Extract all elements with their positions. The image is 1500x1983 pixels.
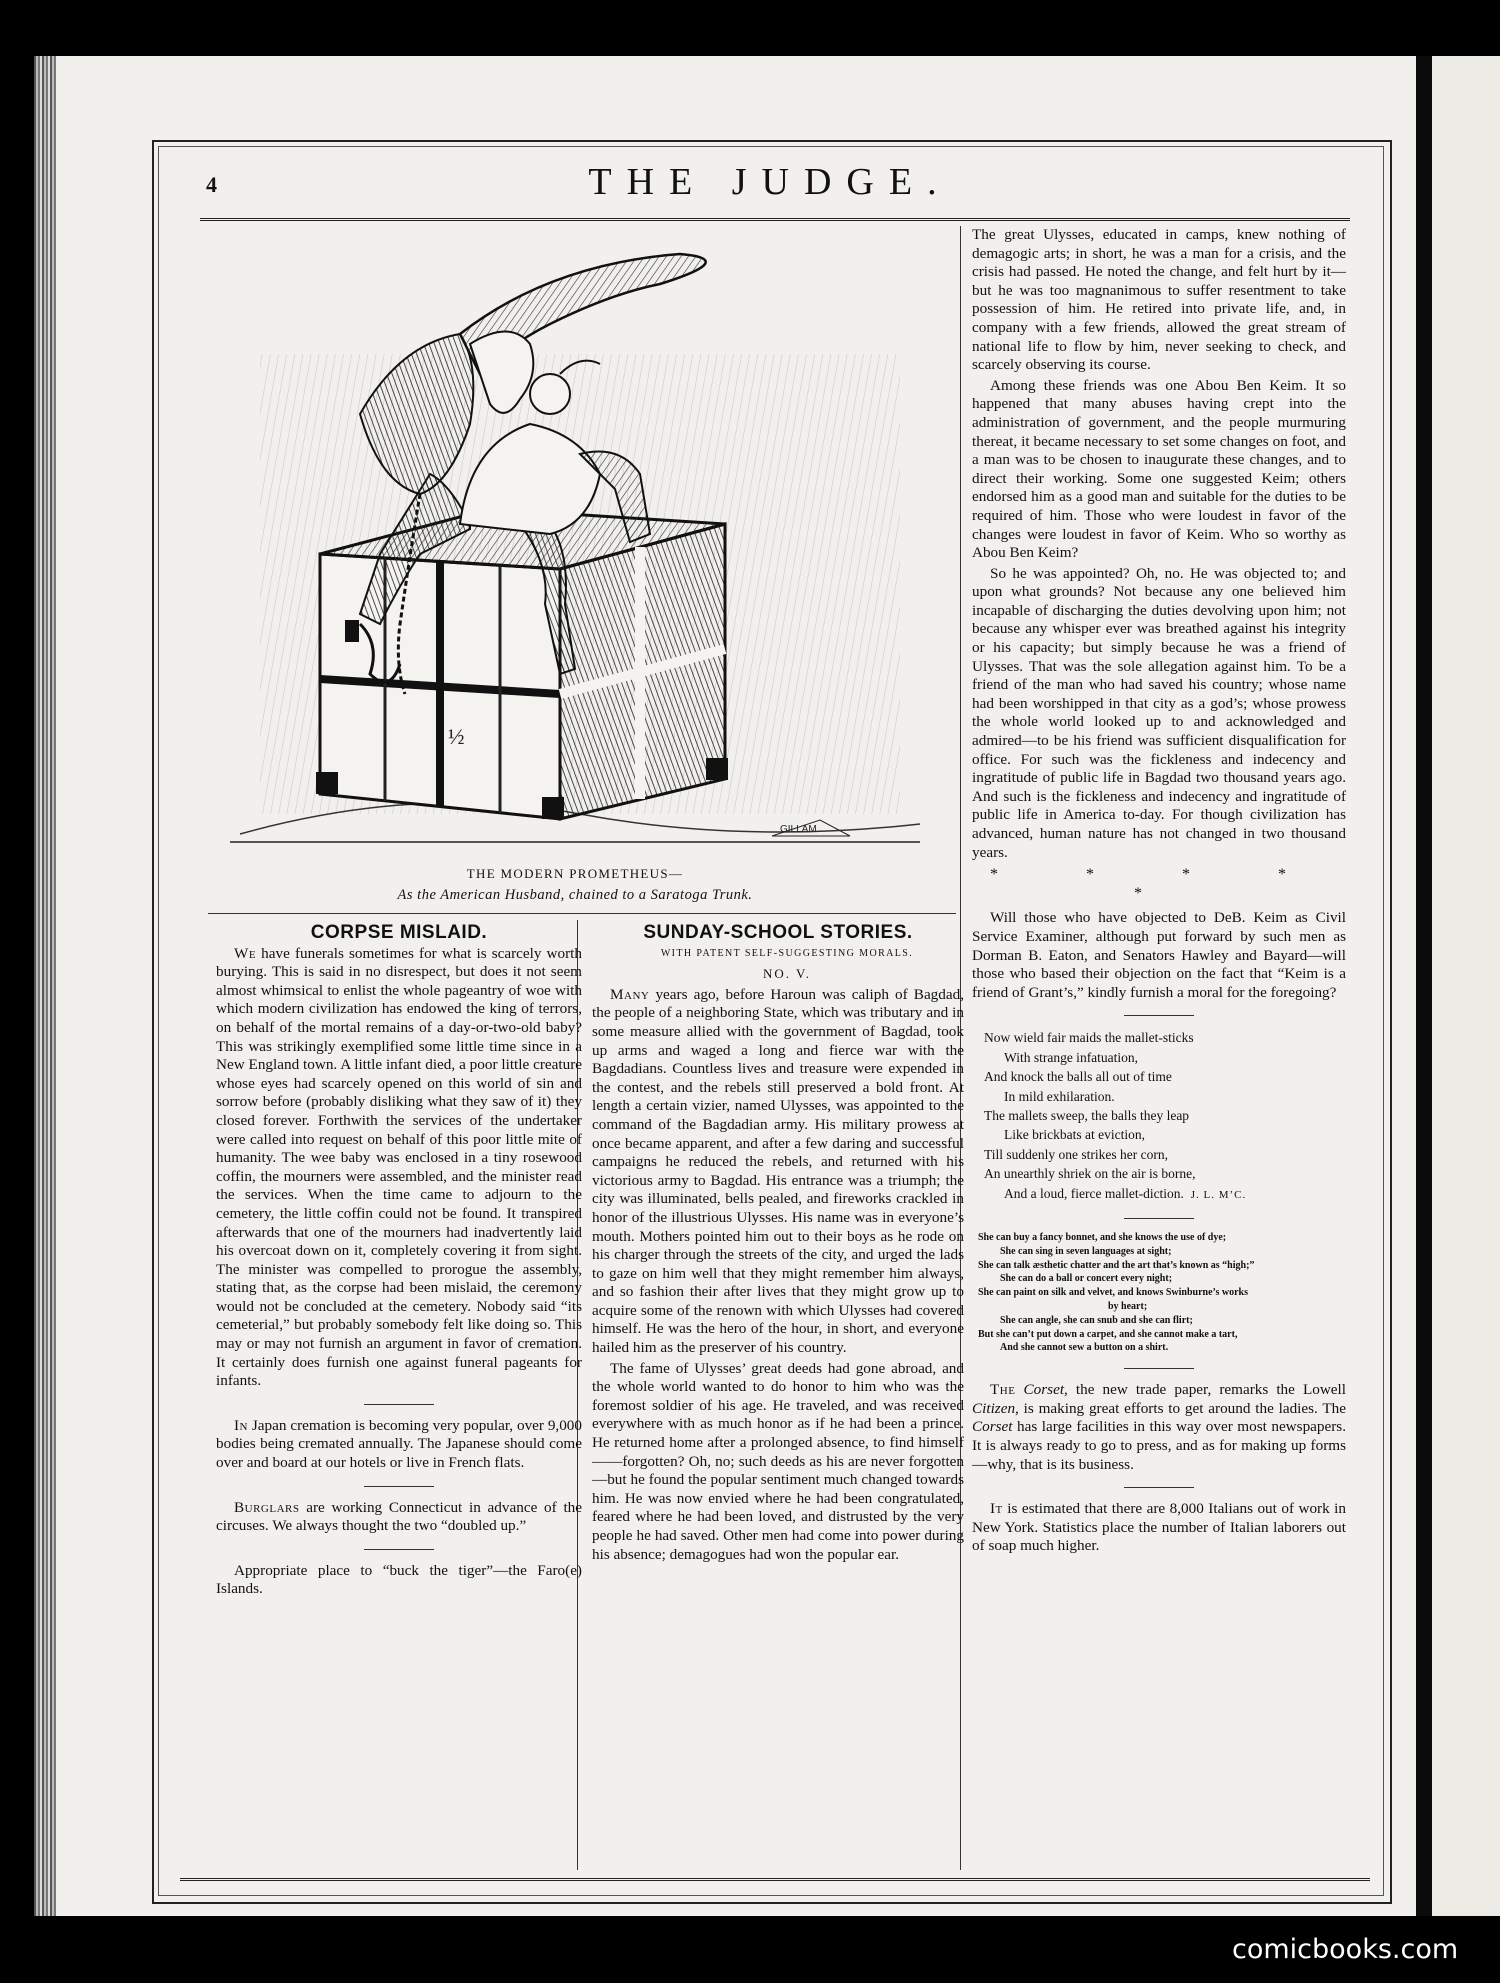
deb-keim-paragraph: Will those who have objected to DeB. Keim as Civil Service Examiner, although put forward by such men as Dorman B. Eaton, and Senators Hawley and Bayard—will those who based their objection on the fact that “Keim is a friend of Grant’s,” kindly furnish a moral for the foregoing? (972, 909, 1346, 1001)
poem-line: But she can’t put down a carpet, and she cannot make a tart, (978, 1328, 1238, 1340)
poem-line: And she cannot sew a button on a shirt. (1000, 1342, 1169, 1354)
poem-line: The mallets sweep, the balls they leap (984, 1107, 1190, 1123)
article-subhead: WITH PATENT SELF-SUGGESTING MORALS. (660, 947, 914, 959)
poem-signature: J. L. M’C. (1190, 1188, 1247, 1201)
divider (364, 1486, 434, 1487)
column-three (972, 226, 1346, 1556)
column-sunday-school-stories (592, 924, 964, 1564)
poem-line: With strange infatuation, (1004, 1049, 1139, 1065)
poem-line: Like brickbats at eviction, (1004, 1127, 1145, 1143)
illustration-caption-subtitle: As the American Husband, chained to a Saratoga Trunk. (397, 887, 753, 903)
watermark: comicbooks.com (1232, 1934, 1459, 1965)
poem-line: In mild exhilaration. (1004, 1088, 1115, 1104)
column-corpse-mislaid (216, 924, 582, 1599)
poem-line: She can do a ball or concert every night; (1000, 1273, 1173, 1285)
divider (1124, 1015, 1194, 1016)
prometheus-illustration (220, 224, 930, 856)
corset-paragraph: The Corset, the new trade paper, remarks the Lowell Citizen, is making great efforts to get around the ladies. The Corset has large facilities in this way over most newspapers. It is always ready to go to press, and as for making up forms—why, that is its business. (972, 1381, 1346, 1473)
ulysses-paragraph-1: Many years ago, before Haroun was caliph of Bagdad, the people of a neighboring State, which was tributary and in some measure allied with the government of Bagdad, took up arms and waged a long and fierce war with the Bagdadians. Countless lives and treasure were expended in the contest, and the rebels still preserved a bold front. At length a certain vizier, named Ulysses, was appointed to the command of the Bagdadian army. His military prowess at once became apparent, and after a few daring and successful campaigns he reduced the rebels, and returned with his victorious army to Bagdad. His entrance was a triumph; the city was illuminated, bells pealed, and fireworks crackled in honor of the illustrious Ulysses. His name was in everyone’s mouth. Mothers pointed him out to their boys as he rode on his charger through the streets of the city, and urged the lads to gaze on him well that they might remember him always, and so fashion their after lives that they might grow up to acquire some of the renown with which Ulysses had covered himself. He was the hero of the hour, in short, and everyone hailed him as the preserver of his country. (592, 985, 964, 1357)
ulysses-paragraph-2: The fame of Ulysses’ great deeds had gone abroad, and the whole world wanted to do honor to him who was the foremost soldier of his age. He traveled, and was received everywhere with as much honor as if he had been a prince. He returned home after a prolonged absence, to find himself——forgotten? Oh, no; such deeds as his are never forgotten—but he found the popular sentiment much changed towards him. He was now envied where he had been congratulated, feared where he had been loved, and distrusted by the very people he had saved. Other men had come into power during his absence; demagogues had won the popular ear. (592, 1359, 964, 1563)
corpse-mislaid-paragraph: We have funerals sometimes for what is scarcely worth burying. This is said in no disrespect, but does it not seem almost whimsical to enlist the whole pageantry of woe with which modern civilization has endowed the king of terrors, on behalf of the mortal remains of a day-or-two-old baby? This was strikingly exemplified some little time since in a New England town. A little infant died, a poor little creature whose eyes had scarcely opened on this world of sin and sorrow before (probably disliking what they saw of it) they closed forever. Forthwith the services of the undertaker were called into request on behalf of this poor little mite of humanity. The wee baby was enclosed in a tiny rosewood coffin, the mourners were assembled, and the minister read the services. When the time came to adjourn to the cemetery, the little coffin could not be found. It transpired afterwards that one of the mourners had inadvertently laid his overcoat down on it, completely covering it from sight. The minister was compelled to prorogue the assembly, stating that, as the corpse had been mislaid, the ceremony would not be concluded at the cemetery. Nobody said “its cemeterial,” but probably somebody felt like doing so. This may or may not furnish an argument in favor of cremation. It certainly does furnish one against funeral pageants for infants. (216, 944, 582, 1390)
divider (1124, 1487, 1194, 1488)
poem-line: Till suddenly one strikes her corn, (984, 1146, 1168, 1162)
article-title-sunday-school-stories: SUNDAY-SCHOOL STORIES. (643, 922, 913, 943)
poem-line-last: And a loud, fierce mallet-diction. J. L. M’C. (1004, 1185, 1247, 1201)
abou-ben-keim-paragraph: Among these friends was one Abou Ben Keim. It so happened that many abuses having crept into the administration of government, and the people murmuring thereat, it became necessary to set some changes on foot, and a man was to be chosen to inaugurate these changes, and to direct their working. Some one suggested Keim; others endorsed him as a good man and suitable for the duties to be required of him. Those who were loudest in favor of the changes were loudest in favor of Keim. Who so worthy as Abou Ben Keim? (972, 376, 1346, 562)
poem-line: An unearthly shriek on the air is borne, (984, 1166, 1196, 1182)
section-stars: * * * * * (990, 866, 1328, 902)
burglars-paragraph: Burglars are working Connecticut in advance of the circuses. We always thought the two “doubled up.” (216, 1498, 582, 1535)
poem-line: She can paint on silk and velvet, and knows Swinburne’s works (978, 1287, 1248, 1299)
illustration-caption-title: THE MODERN PROMETHEUS— (466, 866, 684, 881)
article-title-corpse-mislaid: CORPSE MISLAID. (310, 922, 488, 943)
poem-line: She can sing in seven languages at sight; (1000, 1245, 1172, 1257)
poem-line: by heart; (1108, 1300, 1148, 1312)
poem-line: Now wield fair maids the mallet-sticks (984, 1030, 1194, 1046)
poem-line: And knock the balls all out of time (984, 1069, 1172, 1085)
poem-line: She can angle, she can snub and she can flirt; (1000, 1314, 1193, 1326)
appointment-paragraph: So he was appointed? Oh, no. He was objected to; and upon what grounds? Not because any one believed him incapable of discharging the duties devolving upon him; not because any whisper ever was breathed against his integrity or his capacity; but simply because he was a friend of Ulysses. That was the sole allegation against him. To be a friend of the man who had saved his country; whose name had been worshipped in that city as a god’s; whose prowess the whole world looked up to and acknowledged and admired—to be his friend was sufficient disqualification for office. For such was the fickleness and indecency and ingratitude of public life in Bagdad two thousand years ago. And such is the fickleness and indecency and ingratitude of public life in America to-day. For though civilization has advanced, human nature has not changed in two thousand years. (972, 564, 1346, 861)
story-number: NO. V. (762, 966, 811, 982)
poem-line: She can talk æsthetic chatter and the art that’s known as “high;” (978, 1259, 1255, 1271)
caption-rule (208, 913, 956, 914)
divider (1124, 1368, 1194, 1369)
ulysses-paragraph-3: The great Ulysses, educated in camps, knew nothing of demagogic arts; in short, he was a man for a crisis, and the crisis had passed. He noted the change, and felt hurt by it—but he was too magnanimous to suffer resentment to take possession of him. He retired into private life, and, in company with a few friends, allowed the great stream of national life to flow by him, never seeking to check, and scarcely observing its course. (972, 226, 1346, 374)
masthead: THE JUDGE. (588, 161, 952, 203)
masthead-rule (200, 218, 1350, 221)
divider (1124, 1218, 1194, 1219)
poem-line: She can buy a fancy bonnet, and she knows the use of dye; (978, 1232, 1227, 1243)
artist-signature: GILLAM (780, 824, 817, 835)
book-binding (34, 56, 56, 1916)
japan-cremation-paragraph: In Japan cremation is becoming very popular, over 9,000 bodies being cremated annually. The Japanese should come over and board at our hotels or live in French flats. (216, 1416, 582, 1472)
italians-paragraph: It is estimated that there are 8,000 Italians out of work in New York. Statistics place the number of Italian laborers out of soap much higher. (972, 1500, 1346, 1555)
footer-rule (180, 1878, 1370, 1881)
page-shadow (1416, 56, 1432, 1916)
accomplishments-poem (978, 1231, 1346, 1355)
trunk-mark: ½ (448, 724, 465, 749)
page-number: 4 (206, 172, 217, 197)
next-page-edge (1432, 56, 1500, 1916)
divider (364, 1404, 434, 1405)
faroe-islands-paragraph: Appropriate place to “buck the tiger”—the Faro(e) Islands. (216, 1561, 582, 1598)
croquet-poem (984, 1028, 1346, 1205)
divider (364, 1549, 434, 1550)
